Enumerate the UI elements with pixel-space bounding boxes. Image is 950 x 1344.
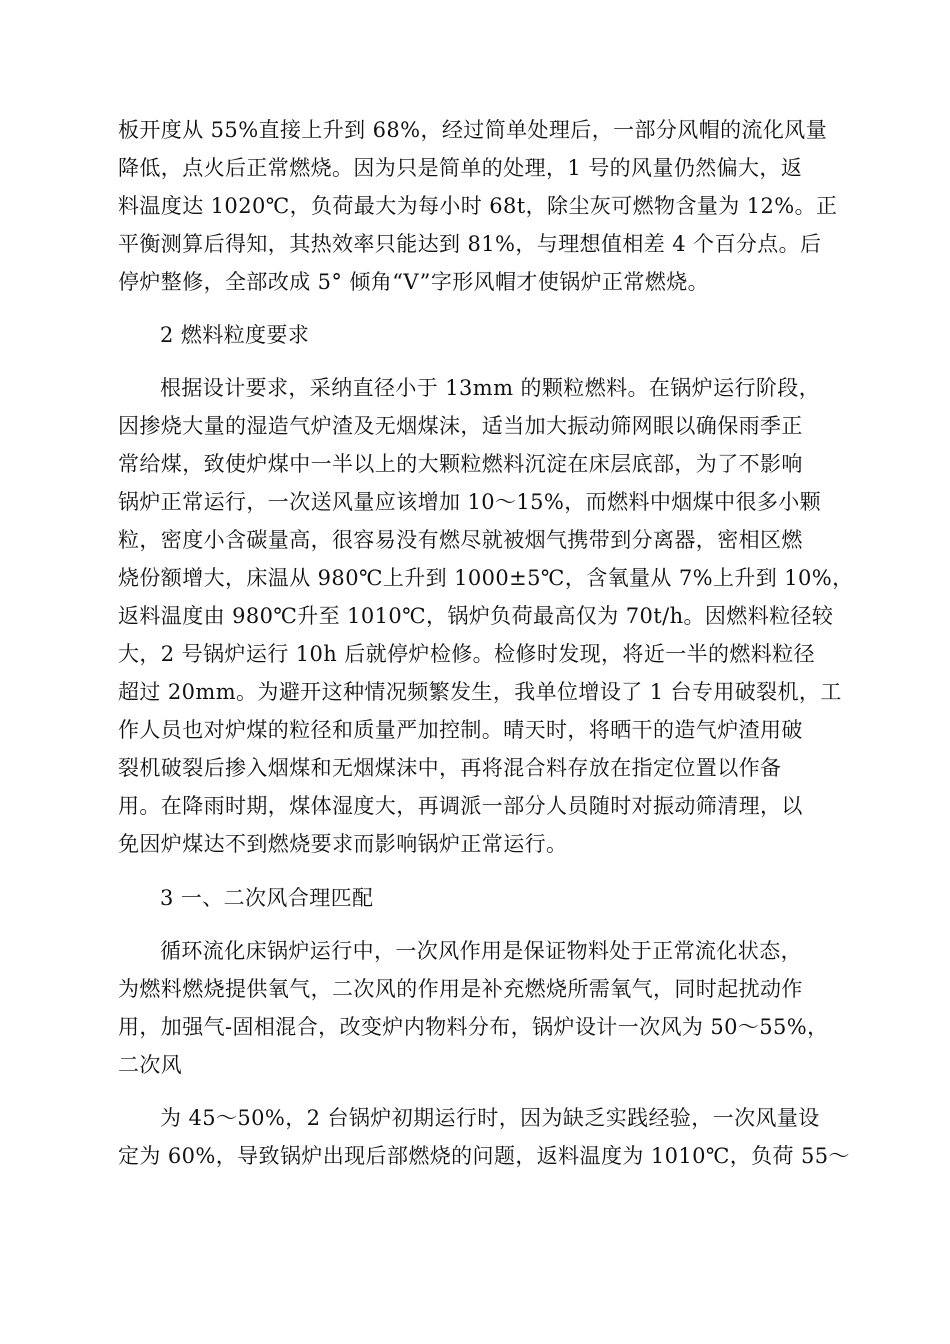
paragraph-line: 二次风 <box>118 1053 183 1077</box>
paragraph-line: 大，2 号锅炉运行 10h 后就停炉检修。检修时发现，将近一半的燃料粒径 <box>118 642 816 666</box>
paragraph-line: 板开度从 55%直接上升到 68%，经过简单处理后，一部分风帽的流化风量 <box>118 118 828 142</box>
paragraph-line: 烧份额增大，床温从 980℃上升到 1000±5℃，含氧量从 7%上升到 10%， <box>118 566 854 590</box>
paragraph-line: 根据设计要求，采纳直径小于 13mm 的颗粒燃料。在锅炉运行阶段， <box>160 376 821 400</box>
paragraph-line: 粒，密度小含碳量高，很容易没有燃尽就被烟气携带到分离器，密相区燃 <box>118 528 803 552</box>
paragraph-line: 作人员也对炉煤的粒径和质量严加控制。晴天时，将晒干的造气炉渣用破 <box>118 718 803 742</box>
paragraph-line: 料温度达 1020℃，负荷最大为每小时 68t，除尘灰可燃物含量为 12%。正 <box>118 194 838 218</box>
paragraph-line: 常给煤，致使炉煤中一半以上的大颗粒燃料沉淀在床层底部，为了不影响 <box>118 452 803 476</box>
paragraph-line: 返料温度由 980℃升至 1010℃，锅炉负荷最高仅为 70t/h。因燃料粒径较 <box>118 604 834 628</box>
paragraph-line: 停炉整修，全部改成 5° 倾角“V”字形风帽才使锅炉正常燃烧。 <box>118 270 710 294</box>
paragraph-line: 平衡测算后得知，其热效率只能达到 81%，与理想值相差 4 个百分点。后 <box>118 232 822 256</box>
paragraph-line: 用，加强气-固相混合，改变炉内物料分布，锅炉设计一次风为 50～55%， <box>118 1015 829 1039</box>
paragraph-line: 超过 20mm。为避开这种情况频繁发生，我单位增设了 1 台专用破裂机，工 <box>118 680 842 704</box>
paragraph-line: 为 45～50%，2 台锅炉初期运行时，因为缺乏实践经验，一次风量设 <box>160 1106 820 1130</box>
paragraph-line: 裂机破裂后掺入烟煤和无烟煤沫中，再将混合料存放在指定位置以作备 <box>118 756 782 780</box>
paragraph-line: 免因炉煤达不到燃烧要求而影响锅炉正常运行。 <box>118 832 568 856</box>
section-heading: 3 一、二次风合理匹配 <box>160 886 374 910</box>
paragraph-line: 为燃料燃烧提供氧气，二次风的作用是补充燃烧所需氧气，同时起扰动作 <box>118 977 803 1001</box>
paragraph-line: 因掺烧大量的湿造气炉渣及无烟煤沫，适当加大振动筛网眼以确保雨季正 <box>118 414 803 438</box>
paragraph-line: 定为 60%，导致锅炉出现后部燃烧的问题，返料温度为 1010℃，负荷 55～ <box>118 1144 850 1168</box>
paragraph-line: 锅炉正常运行，一次送风量应该增加 10～15%，而燃料中烟煤中很多小颗 <box>118 490 822 514</box>
paragraph-line: 降低，点火后正常燃烧。因为只是简单的处理，1 号的风量仍然偏大，返 <box>118 156 803 180</box>
paragraph-line: 用。在降雨时期，煤体湿度大，再调派一部分人员随时对振动筛清理，以 <box>118 794 803 818</box>
paragraph-line: 循环流化床锅炉运行中，一次风作用是保证物料处于正常流化状态， <box>160 939 802 963</box>
section-heading: 2 燃料粒度要求 <box>160 323 310 347</box>
